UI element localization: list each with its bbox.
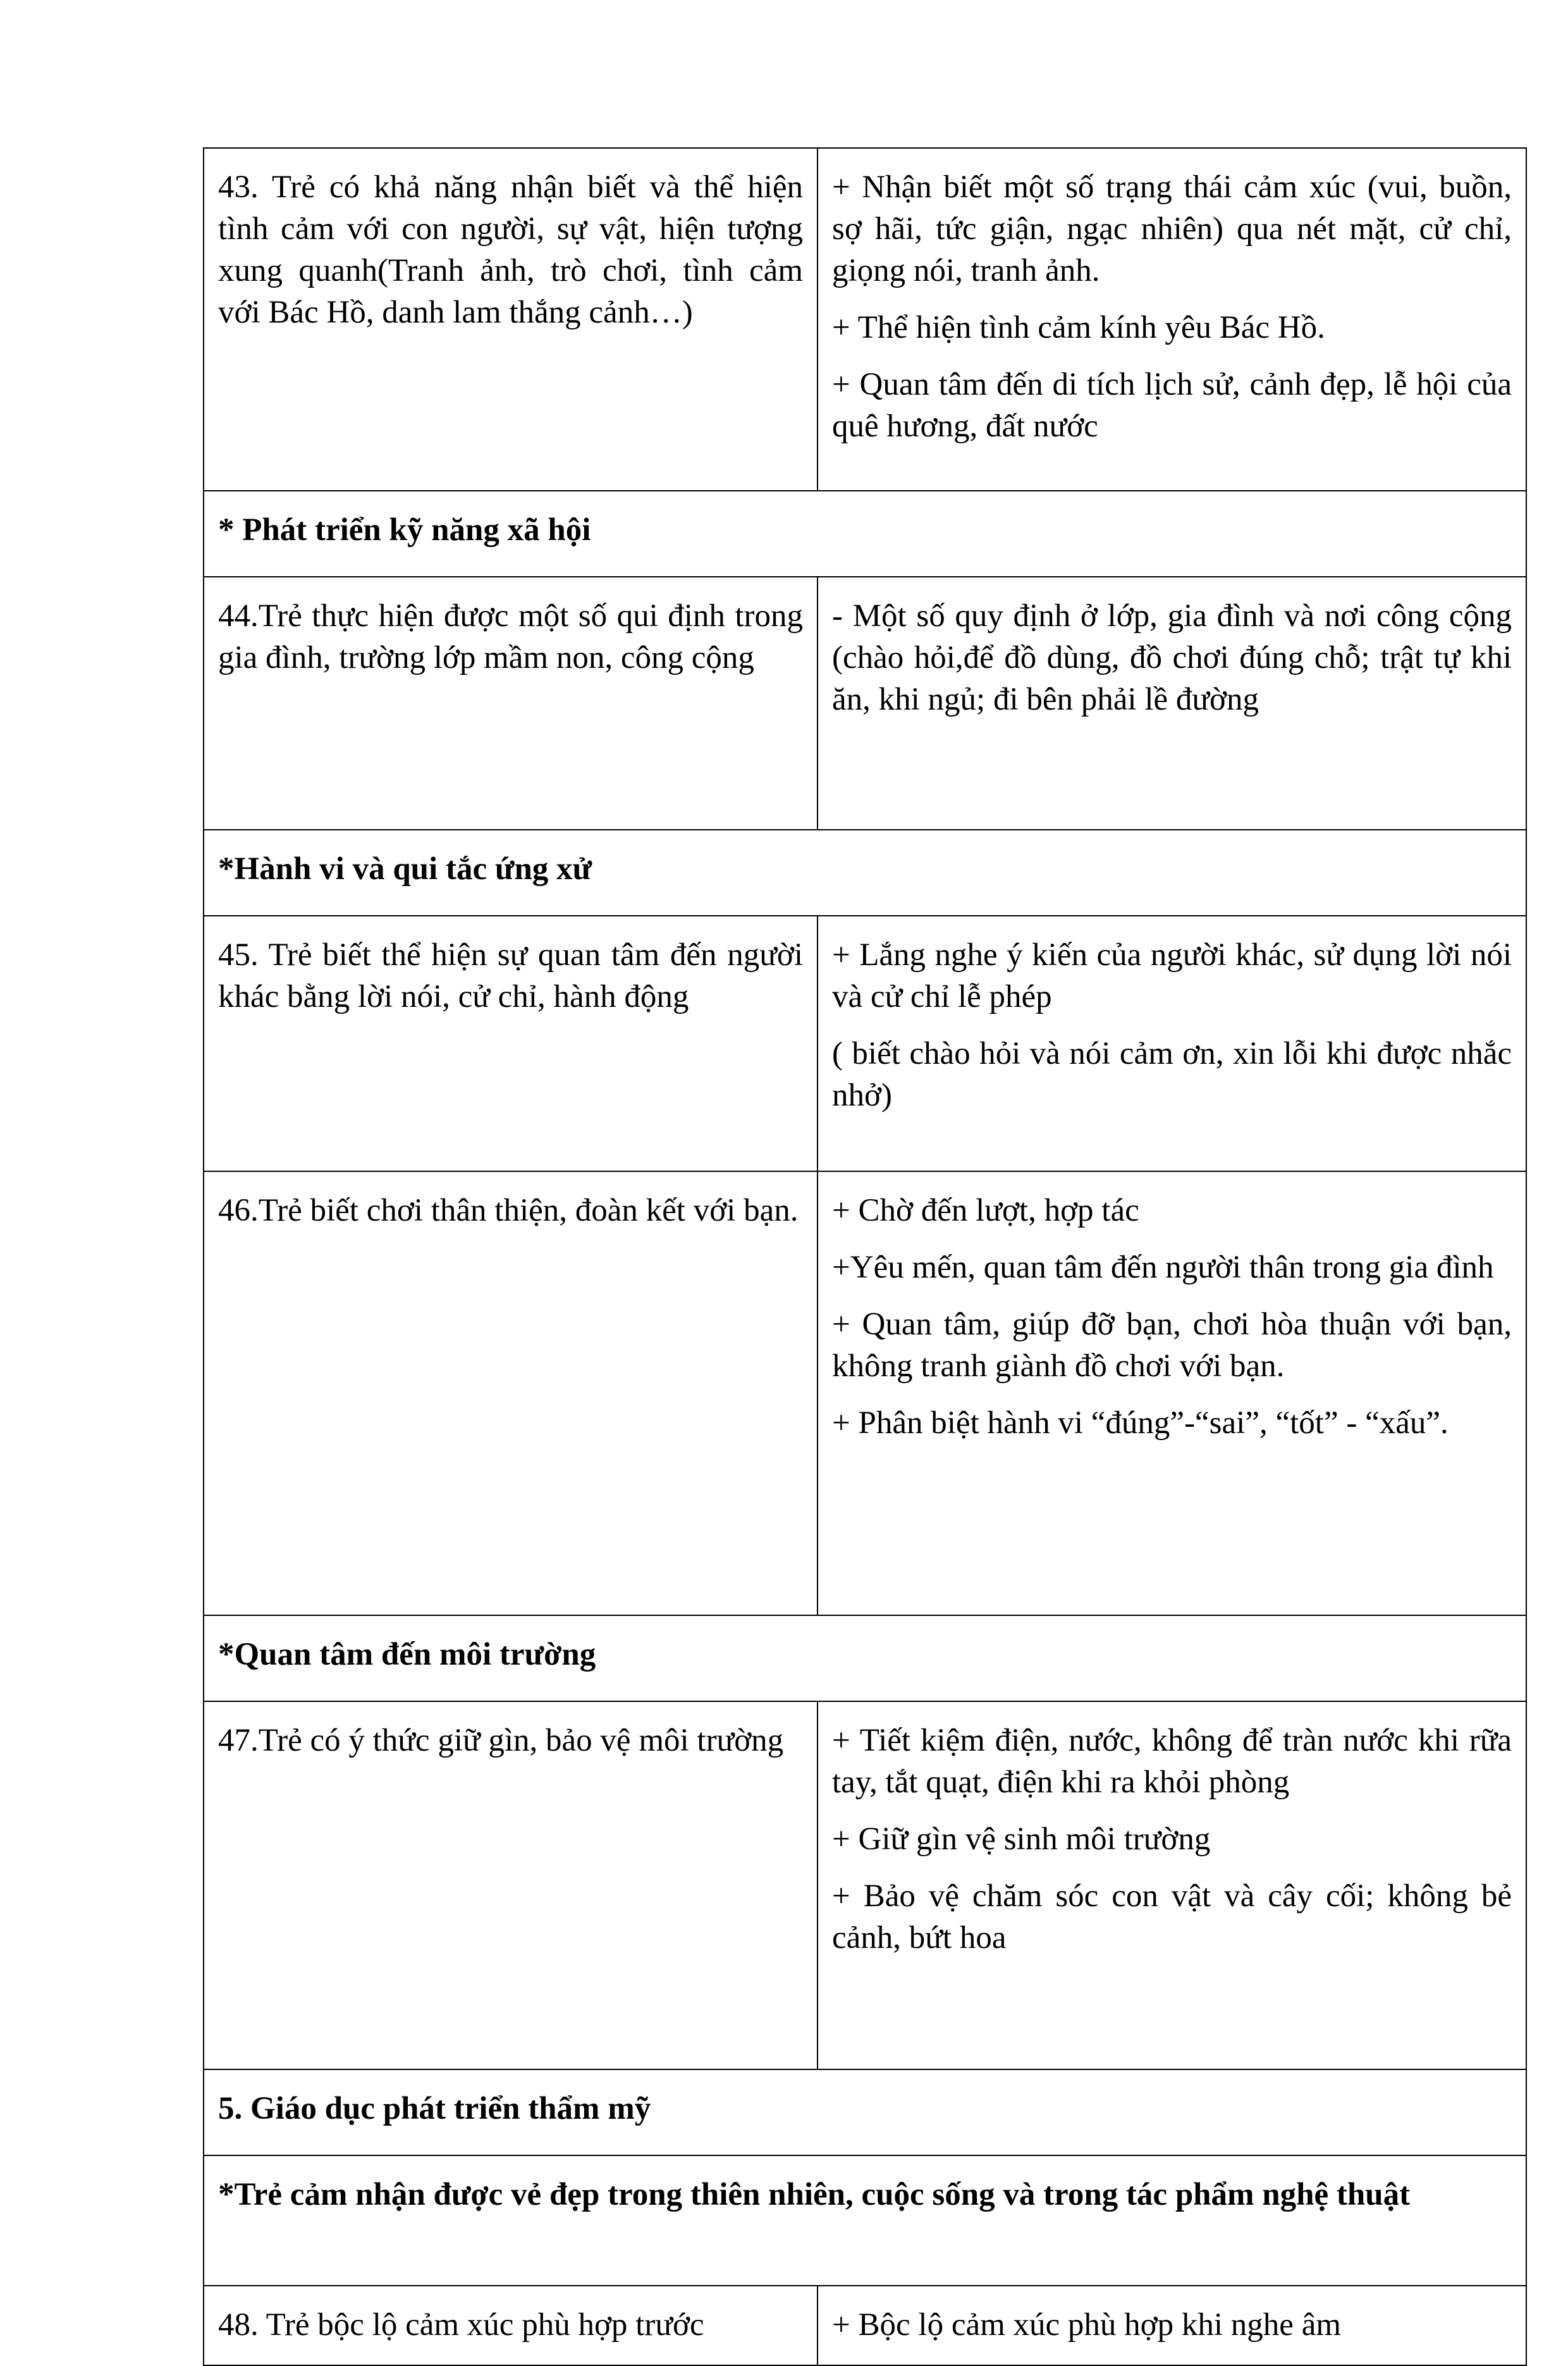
section-heading: *Trẻ cảm nhận được vẻ đẹp trong thiên nhiên, cuộc sống và trong tác phẩm nghệ thuật (204, 2155, 1526, 2286)
section-row (204, 491, 1526, 577)
content-text: + Giữ gìn vệ sinh môi trường (832, 1821, 1211, 1857)
content-text: + Quan tâm, giúp đỡ bạn, chơi hòa thuận với bạn, không tranh giành đồ chơi với bạn. (832, 1307, 1512, 1384)
content-text: + Phân biệt hành vi “đúng”-“sai”, “tốt” - “xấu”. (832, 1405, 1449, 1441)
table-row (204, 148, 1526, 491)
goal-cell (204, 1171, 818, 1615)
section-heading: *Hành vi và qui tắc ứng xử (204, 830, 1526, 916)
content-cell (818, 1171, 1526, 1615)
table-row (204, 577, 1526, 830)
content-text: + Lắng nghe ý kiến của người khác, sử dụng lời nói và cử chỉ lễ phép (832, 937, 1512, 1014)
goal-text: 45. Trẻ biết thể hiện sự quan tâm đến người khác bằng lời nói, cử chỉ, hành động (218, 937, 803, 1014)
section-heading: *Quan tâm đến môi trường (204, 1615, 1526, 1701)
goal-cell (204, 2286, 818, 2365)
content-text: ( biết chào hỏi và nói cảm ơn, xin lỗi khi được nhắc nhở) (832, 1036, 1512, 1113)
goal-text: 47.Trẻ có ý thức giữ gìn, bảo vệ môi trường (218, 1723, 784, 1758)
content-text: - Một số quy định ở lớp, gia đình và nơi công cộng (chào hỏi,để đồ dùng, đồ chơi đúng chỗ; trật tự khi ăn, khi ngủ; đi bên phải lề đường (832, 598, 1512, 717)
section-heading: 5. Giáo dục phát triển thẩm mỹ (204, 2069, 1526, 2155)
goal-cell (204, 577, 818, 830)
goal-text: 48. Trẻ bộc lộ cảm xúc phù hợp trước (218, 2307, 704, 2343)
section-heading: * Phát triển kỹ năng xã hội (204, 491, 1526, 577)
goal-text: 43. Trẻ có khả năng nhận biết và thể hiện tình cảm với con người, sự vật, hiện tượng xung quanh(Tranh ảnh, trò chơi, tình cảm với Bác Hồ, danh lam thắng cảnh…) (218, 169, 803, 330)
content-text: + Bộc lộ cảm xúc phù hợp khi nghe âm (832, 2307, 1341, 2343)
content-text: +Yêu mến, quan tâm đến người thân trong gia đình (832, 1250, 1494, 1285)
table-row (204, 1171, 1526, 1615)
content-text: + Quan tâm đến di tích lịch sử, cảnh đẹp, lễ hội của quê hương, đất nước (832, 367, 1512, 444)
content-text: + Bảo vệ chăm sóc con vật và cây cối; không bẻ cảnh, bứt hoa (832, 1878, 1512, 1956)
table-row (204, 1701, 1526, 2069)
content-cell (818, 1701, 1526, 2069)
content-text: + Tiết kiệm điện, nước, không để tràn nước khi rữa tay, tắt quạt, điện khi ra khỏi phòng (832, 1723, 1512, 1800)
goal-cell (204, 148, 818, 491)
goal-cell (204, 916, 818, 1171)
goal-text: 46.Trẻ biết chơi thân thiện, đoàn kết với bạn. (218, 1193, 799, 1228)
section-row (204, 1615, 1526, 1701)
section-row (204, 2069, 1526, 2155)
content-cell (818, 577, 1526, 830)
table-row (204, 2286, 1526, 2365)
content-text: + Thể hiện tình cảm kính yêu Bác Hồ. (832, 310, 1325, 345)
content-cell (818, 148, 1526, 491)
content-text: + Nhận biết một số trạng thái cảm xúc (vui, buồn, sợ hãi, tức giận, ngạc nhiên) qua nét mặt, cử chỉ, giọng nói, tranh ảnh. (832, 169, 1512, 288)
content-text: + Chờ đến lượt, hợp tác (832, 1193, 1139, 1228)
section-row (204, 2155, 1526, 2286)
content-cell (818, 2286, 1526, 2365)
table-row (204, 916, 1526, 1171)
content-cell (818, 916, 1526, 1171)
goal-text: 44.Trẻ thực hiện được một số qui định trong gia đình, trường lớp mầm non, công cộng (218, 598, 803, 675)
goal-cell (204, 1701, 818, 2069)
curriculum-table (203, 147, 1527, 2366)
section-row (204, 830, 1526, 916)
